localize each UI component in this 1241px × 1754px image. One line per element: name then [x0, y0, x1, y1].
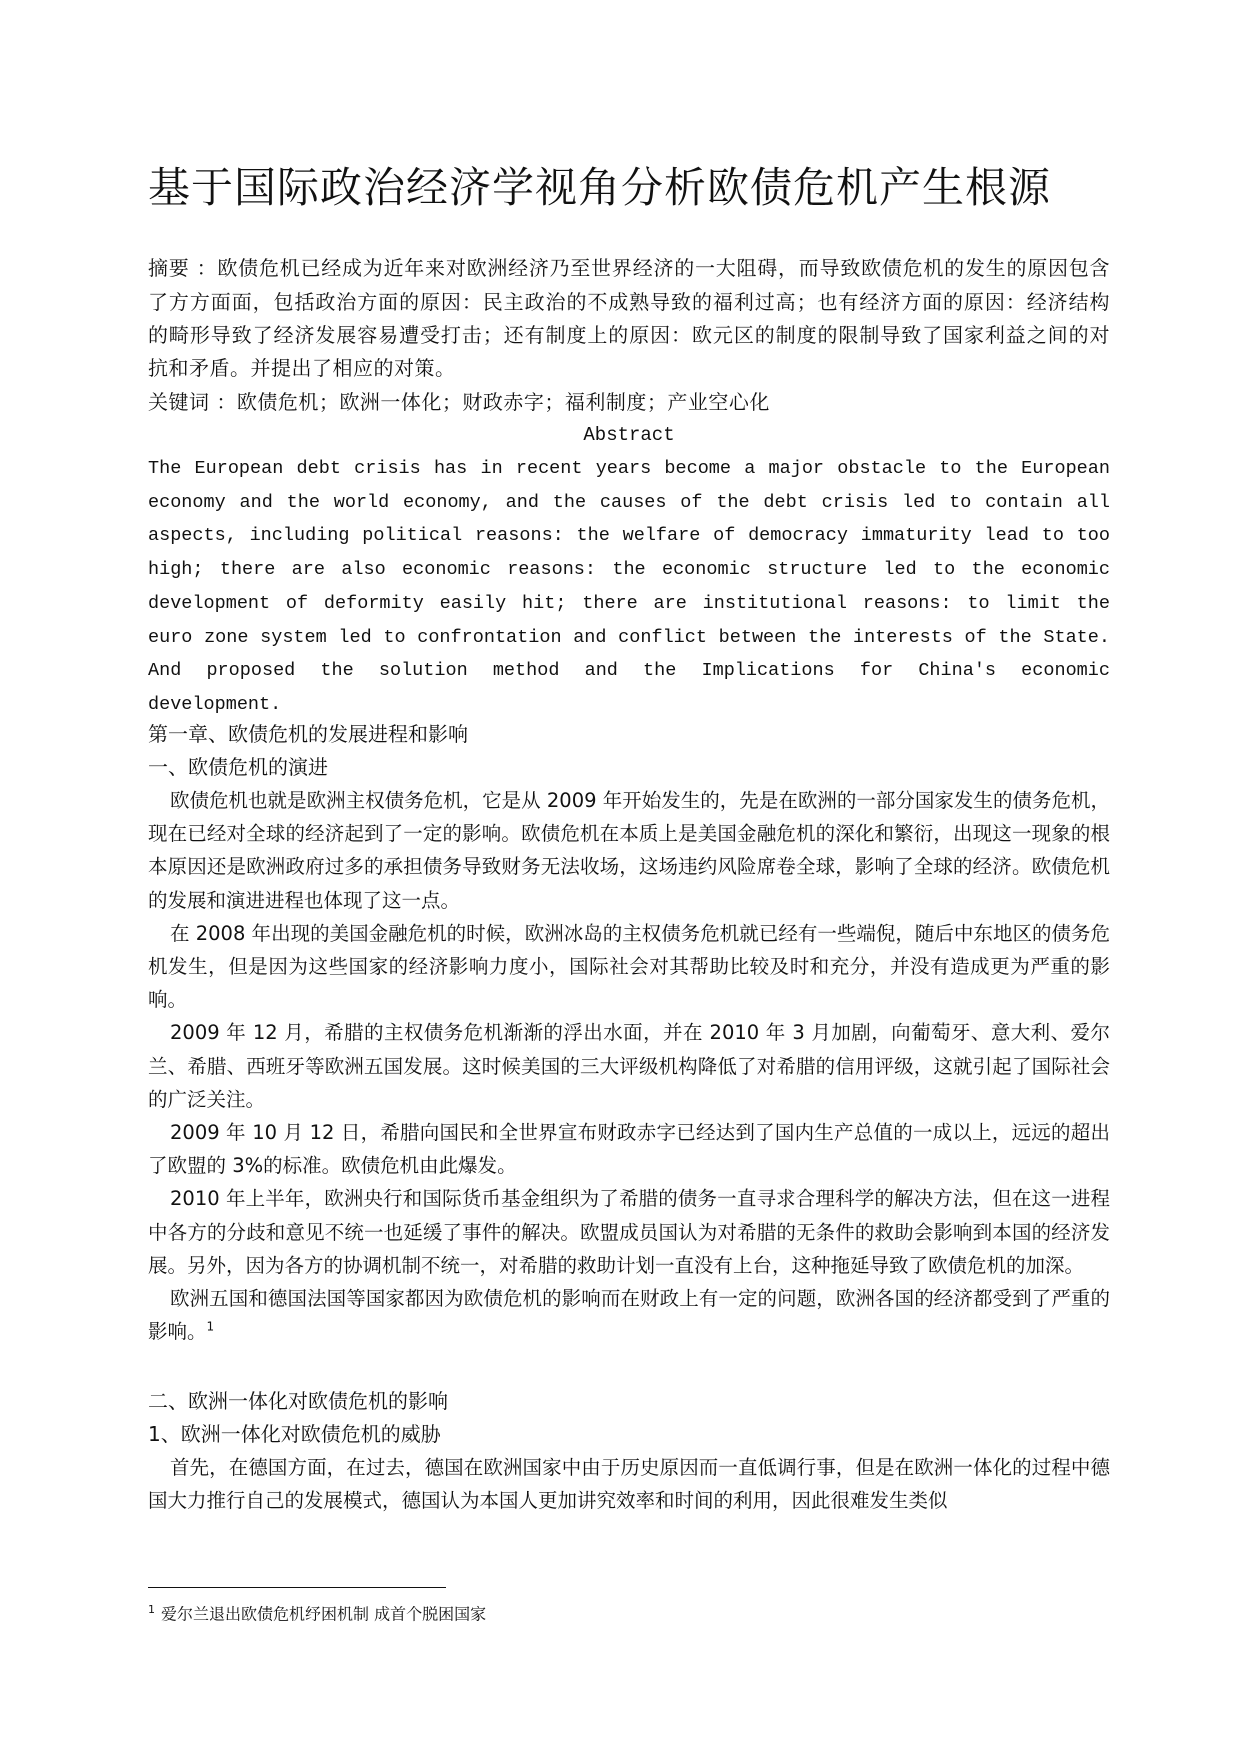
- chinese-abstract: [148, 252, 1110, 385]
- keywords-label: 关键词: [148, 392, 210, 414]
- paragraph: 在 2008 年出现的美国金融危机的时候，欧洲冰岛的主权债务危机就已经有一些端倪，随后中东地区的债务危机发生，但是因为这些国家的经济影响力度小，国际社会对其帮助比较及时和充分，并没有造成更为严重的影响。: [148, 921, 1110, 1012]
- keywords-text: ：欧债危机；欧洲一体化；财政赤字；福利制度；产业空心化: [209, 390, 770, 414]
- footnote-text: 爱尔兰退出欧债危机纾困机制 成首个脱困国家: [161, 1604, 487, 1624]
- section-heading-1: 一、欧债危机的演进: [148, 755, 328, 779]
- paragraph: 2009 年 12 月，希腊的主权债务危机渐渐的浮出水面，并在 2010 年 3 月加剧，向葡萄牙、意大利、爱尔兰、希腊、西班牙等欧洲五国发展。这时候美国的三大评级机构降低了对希腊的信用评级，这就引起了国际社会的广泛关注。: [148, 1021, 1110, 1111]
- english-abstract-text: The European debt crisis has in recent years become a major obstacle to the European economy and the world economy, and the causes of the debt crisis led to contain all aspects, including political reasons: the welfare of democracy immaturity lead to too high; there are also economic reasons: the economic structure led to the economic development of deformity easily hit; there are institutional reasons: to limit the euro zone system led to confrontation and conflict between the interests of the State. And proposed the solution method and the Implications for China's economic development.: [148, 458, 1110, 715]
- paragraph-with-footnote: [148, 1282, 1110, 1348]
- section-heading-2: 二、欧洲一体化对欧债危机的影响: [148, 1389, 448, 1413]
- paragraph: 首先，在德国方面，在过去，德国在欧洲国家中由于历史原因而一直低调行事，但是在欧洲一体化的过程中德国大力推行自己的发展模式，德国认为本国人更加讲究效率和时间的利用，因此很难发生类似: [148, 1456, 1110, 1513]
- paragraph: 2009 年 10 月 12 日，希腊向国民和全世界宣布财政赤字已经达到了国内生产总值的一成以上，远远的超出了欧盟的 3%的标准。欧债危机由此爆发。: [148, 1121, 1110, 1178]
- subsection-heading: 1、欧洲一体化对欧债危机的威胁: [148, 1422, 441, 1446]
- paragraph: 欧债危机也就是欧洲主权债务危机，它是从 2009 年开始发生的，先是在欧洲的一部分国家发生的债务危机，现在已经对全球的经济起到了一定的影响。欧债危机在本质上是美国金融危机的深化和繁衍，出现这一现象的根本原因还是欧洲政府过多的承担债务导致财务无法收场，这场违约风险席卷全球，影响了全球的经济。欧债危机的发展和演进进程也体现了这一点。: [148, 789, 1110, 912]
- paragraph: 2010 年上半年，欧洲央行和国际货币基金组织为了希腊的债务一直寻求合理科学的解决方法，但在这一进程中各方的分歧和意见不统一也延缓了事件的解决。欧盟成员国认为对希腊的无条件的救助会影响到本国的经济发展。另外，因为各方的协调机制不统一，对希腊的救助计划一直没有上台，这种拖延导致了欧债危机的加深。: [148, 1187, 1110, 1277]
- footnote-divider: [148, 1587, 446, 1588]
- abstract-text: ：欧债危机已经成为近年来对欧洲经济乃至世界经济的一大阻碍，而导致欧债危机的发生的原因包含了方方面面，包括政治方面的原因：民主政治的不成熟导致的福利过高；也有经济方面的原因：经济结构的畸形导致了经济发展容易遭受打击；还有制度上的原因：欧元区的制度的限制导致了国家利益之间的对抗和矛盾。并提出了相应的对策。: [148, 256, 1111, 380]
- subsection-body: [148, 1451, 1110, 1517]
- section-1-body: [148, 784, 1110, 1348]
- footnote-mark: 1: [148, 1603, 155, 1616]
- paragraph-text: 欧洲五国和德国法国等国家都因为欧债危机的影响而在财政上有一定的问题，欧洲各国的经济都受到了严重的影响。: [148, 1287, 1110, 1344]
- chapter-heading: 第一章、欧债危机的发展进程和影响: [148, 722, 468, 746]
- abstract-label: 摘要: [148, 258, 190, 280]
- english-abstract-heading: Abstract: [583, 424, 675, 446]
- keywords-line: [148, 386, 1110, 420]
- document-title: 基于国际政治经济学视角分析欧债危机产生根源: [148, 163, 1052, 212]
- footnote: [148, 1598, 486, 1626]
- footnote-reference[interactable]: 1: [206, 1319, 215, 1334]
